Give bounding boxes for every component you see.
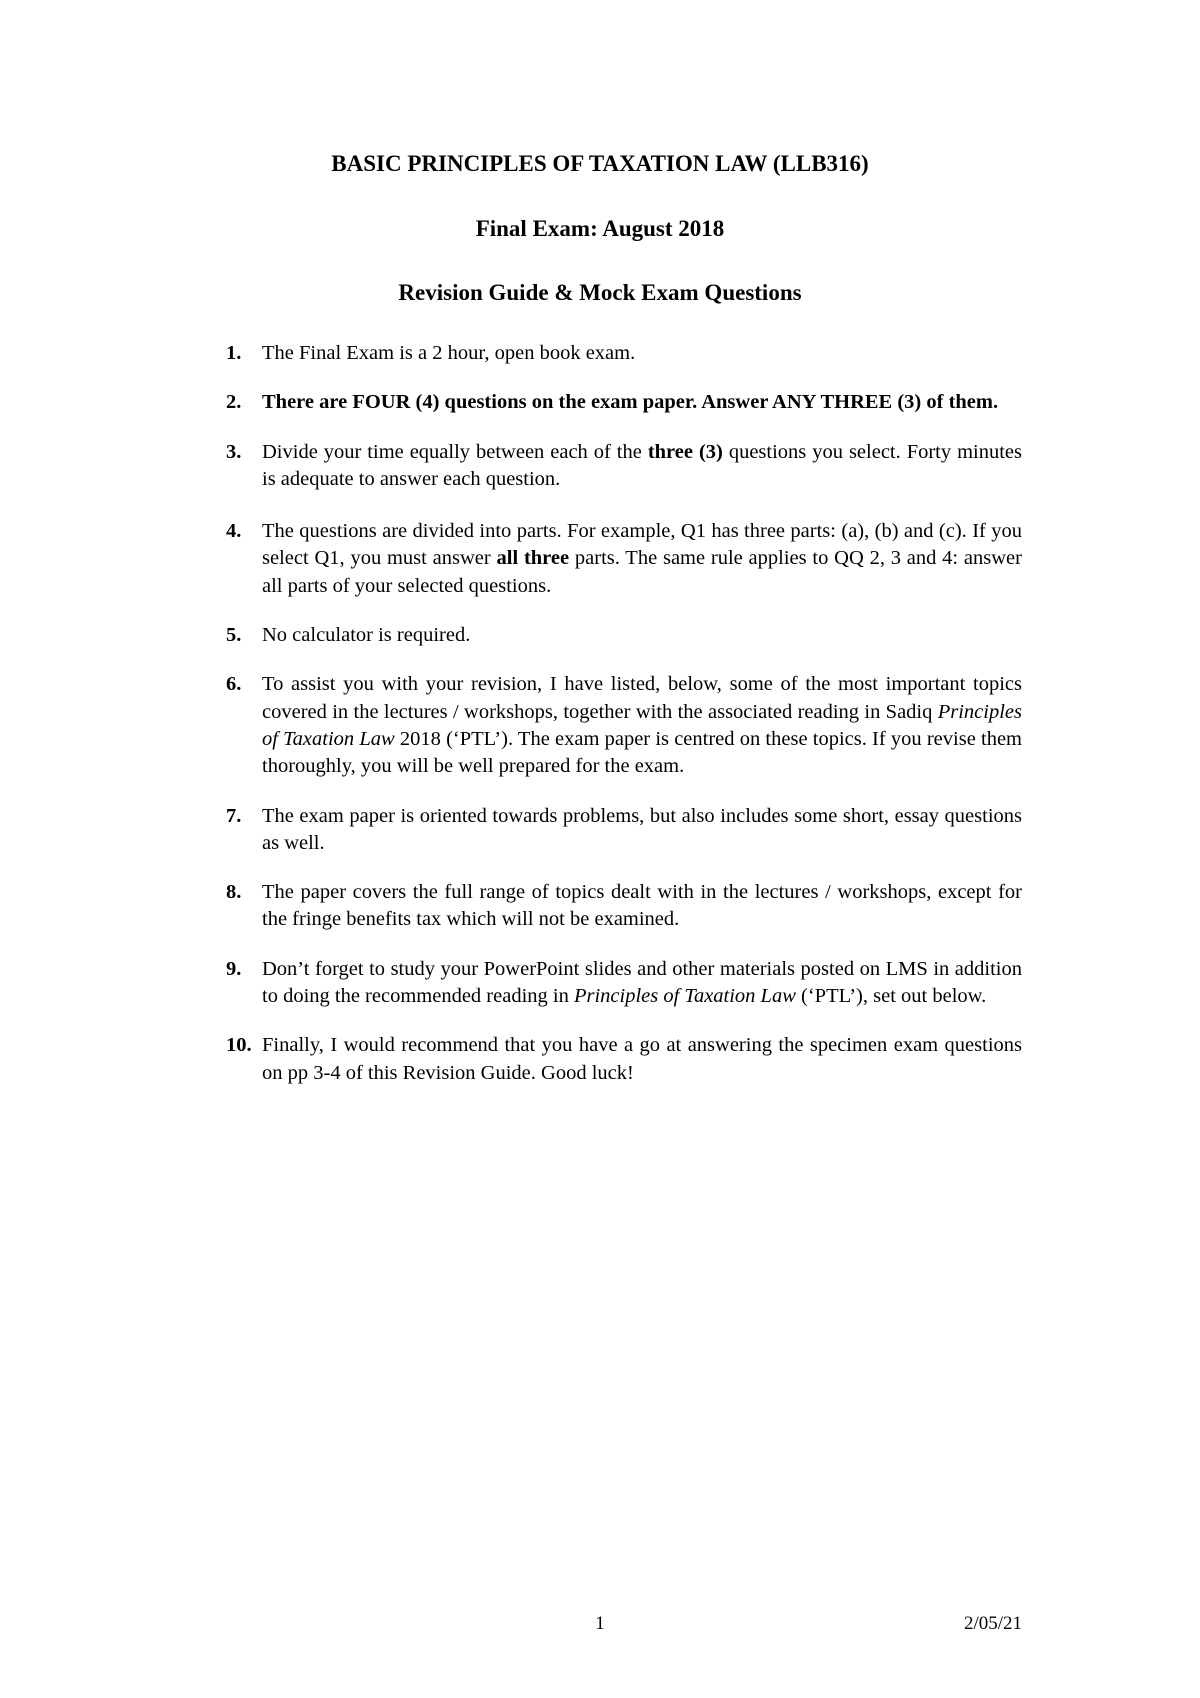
text-segment: The paper covers the full range of topics dealt with in the lectures / workshops, except for the fringe benefits tax which will not be examined. <box>262 881 1022 931</box>
instruction-item <box>226 803 1022 858</box>
instruction-item <box>226 518 1022 600</box>
item-number: 3. <box>226 440 242 463</box>
instruction-item <box>226 671 1022 780</box>
text-segment: To assist you with your revision, I have listed, below, some of the most important topics covered in the lectures / workshops, together with the associated reading in Sadiq <box>262 673 1022 723</box>
page-number: 1 <box>595 1613 605 1634</box>
item-text <box>262 1034 1022 1083</box>
item-number: 2. <box>226 391 242 414</box>
item-text <box>262 391 998 413</box>
item-text <box>262 805 1022 854</box>
book-title: Principles of Taxation Law <box>262 700 1022 750</box>
book-title: Principles of Taxation Law <box>573 985 796 1008</box>
item-text <box>262 673 1022 777</box>
text-segment: (‘PTL’), set out below. <box>795 985 987 1008</box>
text-segment: Don’t forget to study your PowerPoint slides and other materials posted on LMS in addition to doing the recommended reading in <box>262 957 1022 1008</box>
footer-date: 2/05/21 <box>963 1613 1022 1634</box>
emphasis-bold: all three <box>496 547 570 570</box>
text-segment: 2018 (‘PTL’). The exam paper is centred on these topics. If you revise them thoroughly, you will be well prepared for the exam. <box>262 727 1022 778</box>
text-segment: The Final Exam is a 2 hour, open book exam. <box>262 342 636 364</box>
item-number: 8. <box>226 881 242 904</box>
item-text <box>262 342 635 364</box>
item-number: 10. <box>226 1034 252 1057</box>
item-text <box>262 958 1022 1007</box>
item-number: 6. <box>226 673 242 696</box>
text-segment: The exam paper is oriented towards problems, but also includes some short, essay questions as well. <box>262 804 1022 854</box>
guide-subtitle: Revision Guide & Mock Exam Questions <box>398 280 802 305</box>
item-text <box>262 881 1022 930</box>
item-number: 9. <box>226 957 242 980</box>
text-segment: The questions are divided into parts. For example, Q1 has three parts: (a), (b) and (c). If you select Q1, you must answer <box>262 520 1022 570</box>
text-segment: questions you select. Forty minutes is adequate to answer each question. <box>262 440 1022 490</box>
emphasis-bold: There are FOUR (4) questions on the exam paper. Answer ANY THREE (3) of them. <box>262 391 999 414</box>
item-number: 7. <box>226 804 242 827</box>
instruction-item <box>226 439 1022 494</box>
item-text <box>262 441 1022 490</box>
exam-subtitle: Final Exam: August 2018 <box>475 216 725 241</box>
item-text <box>262 624 470 646</box>
instruction-item <box>226 389 1022 416</box>
instruction-item <box>226 340 1022 367</box>
item-number: 5. <box>226 624 242 647</box>
text-segment: Finally, I would recommend that you have a go at answering the specimen exam questions on pp 3-4 of this Revision Guide. Good luck! <box>262 1034 1022 1084</box>
instruction-item <box>226 956 1022 1011</box>
instruction-item <box>226 879 1022 934</box>
item-number: 4. <box>226 520 242 543</box>
document-title: BASIC PRINCIPLES OF TAXATION LAW (LLB316) <box>331 151 869 176</box>
instruction-list <box>226 340 1022 1087</box>
text-segment: No calculator is required. <box>262 624 471 647</box>
text-segment: parts. The same rule applies to QQ 2, 3 and 4: answer all parts of your selected questions. <box>262 547 1022 597</box>
item-number: 1. <box>226 342 242 364</box>
instruction-item <box>226 1032 1022 1087</box>
text-segment: Divide your time equally between each of the <box>262 440 648 463</box>
instruction-item <box>226 622 1022 649</box>
item-text <box>262 520 1022 597</box>
emphasis-bold: three (3) <box>647 440 723 463</box>
